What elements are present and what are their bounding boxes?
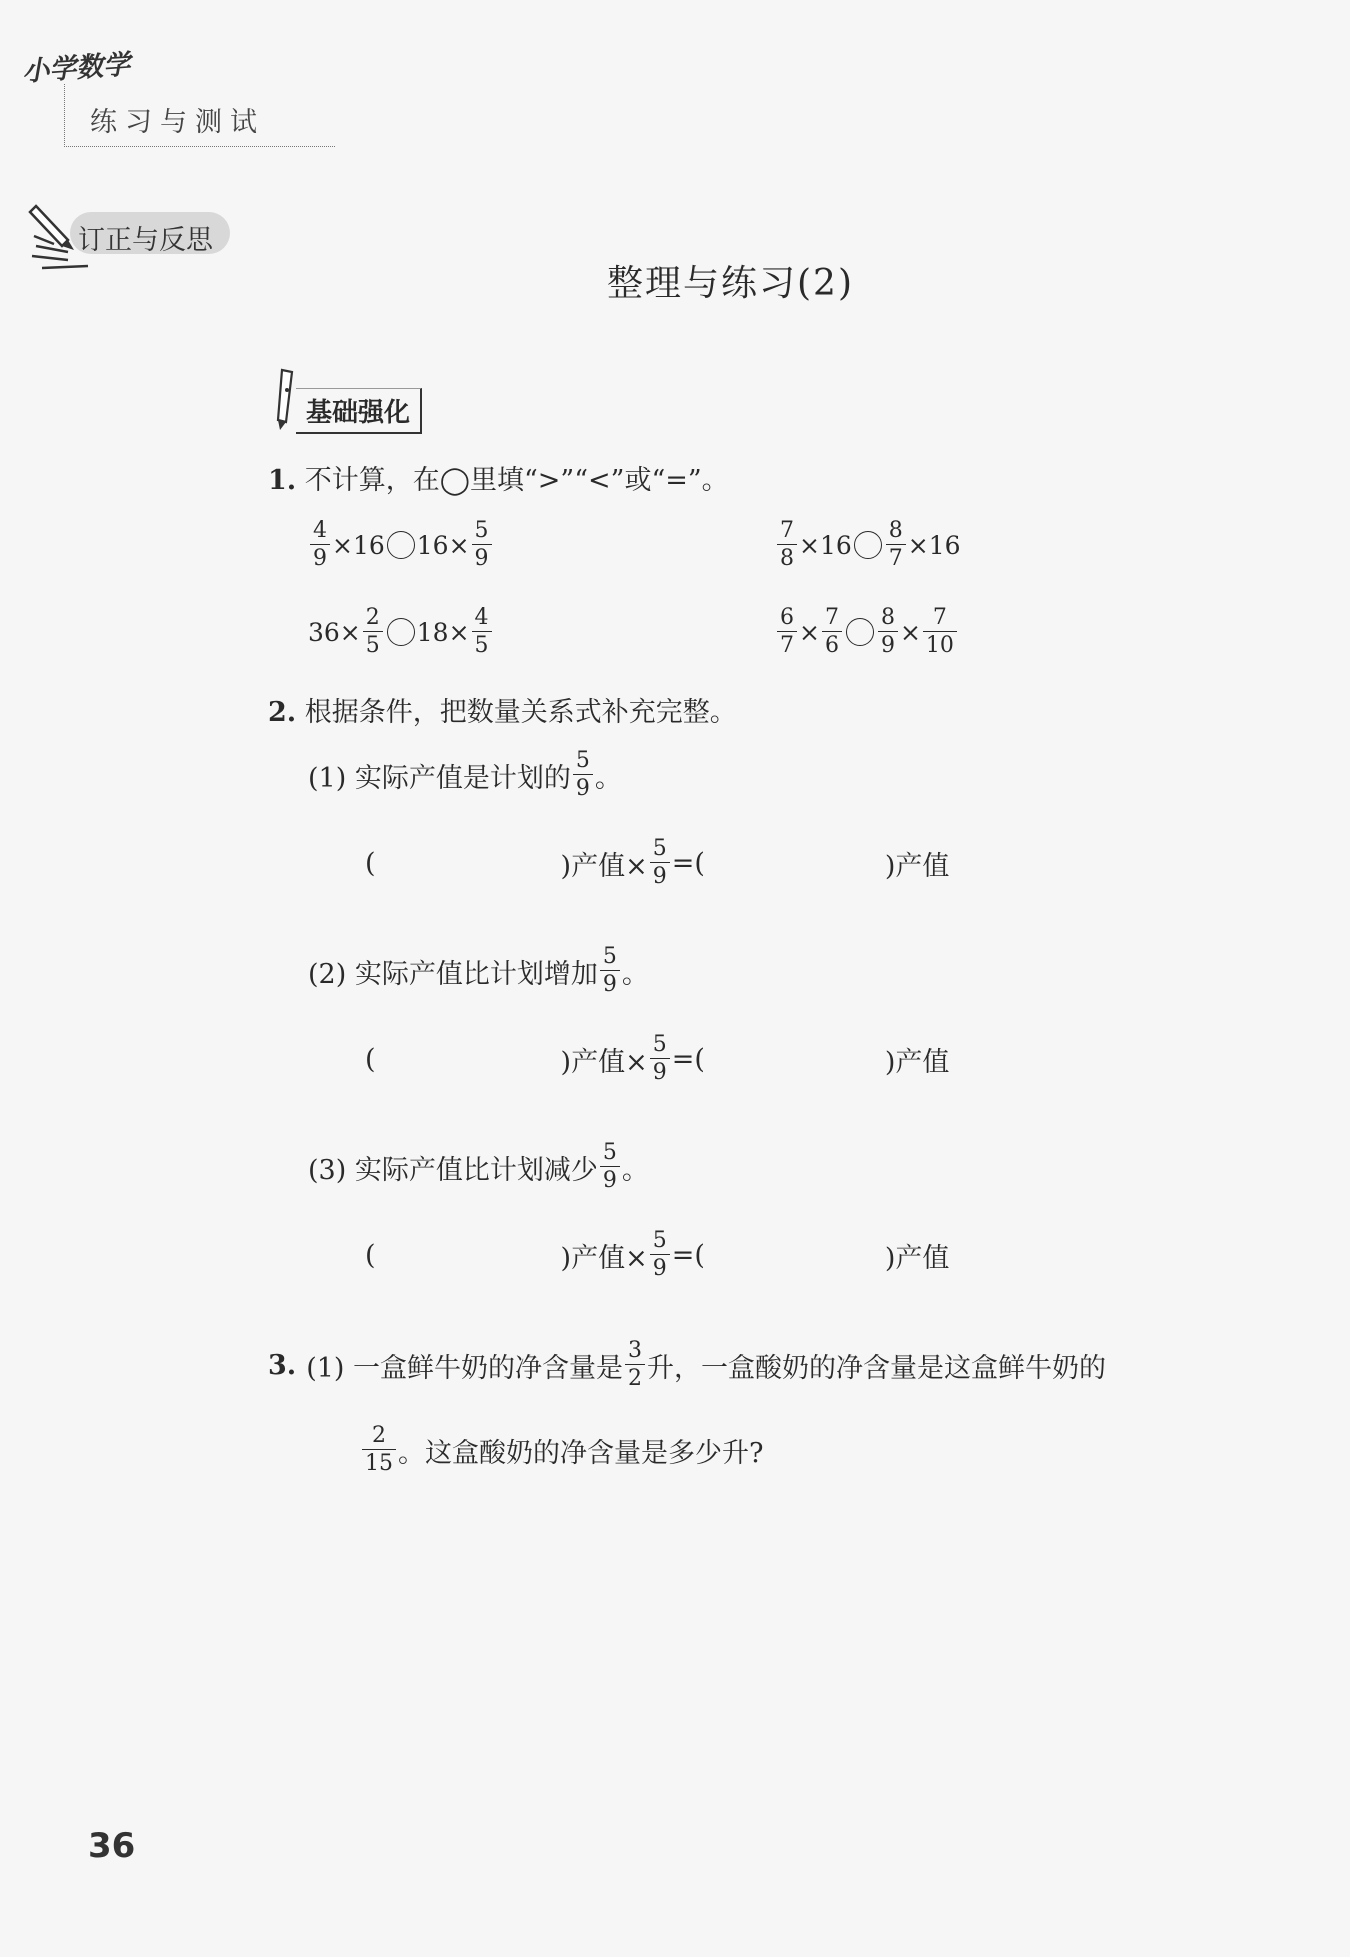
q2-number: 2.: [268, 697, 297, 728]
q1-item-2-mid: ×16: [799, 530, 852, 560]
q2-part-1-label: (1) 实际产值是计划的: [308, 762, 571, 794]
q2-instruction: [268, 690, 737, 729]
q3-text-c: 。这盒酸奶的净含量是多少升?: [398, 1437, 764, 1469]
q1-text: 不计算，在◯里填“>”“<”或“=”。: [304, 465, 729, 496]
q2-text: 根据条件，把数量关系式补充完整。: [304, 697, 737, 728]
margin-label: 订正与反思: [78, 225, 213, 256]
series-subtitle: 练习与测试: [90, 107, 265, 138]
q1-item-4: [775, 607, 959, 657]
q1-item-1-mid2: 16×: [416, 530, 470, 560]
blank-open: (: [365, 847, 376, 879]
q2-part-3-label: (3) 实际产值比计划减少: [308, 1154, 598, 1186]
formula-mid: )产值×: [560, 1242, 648, 1274]
fraction: $\frac{8}{7}$: [886, 520, 906, 570]
answer-circle[interactable]: [387, 531, 415, 559]
q1-item-3: [308, 607, 494, 657]
formula-tail: )产值: [884, 850, 950, 882]
q3-line-2: [360, 1425, 763, 1475]
answer-circle[interactable]: [387, 618, 415, 646]
q2-part-2-end: 。: [621, 958, 649, 990]
q1-item-2: [775, 520, 961, 570]
q1-item-3-pre: 36×: [308, 617, 361, 647]
fraction: $\frac{4}{9}$: [310, 520, 330, 570]
fraction: $\frac{6}{7}$: [777, 607, 797, 657]
series-title: 小学数学: [21, 49, 132, 88]
blank-open: (: [365, 1043, 376, 1075]
fraction: $\frac{5}{9}$: [472, 520, 492, 570]
fraction: $\frac{7}{8}$: [777, 520, 797, 570]
formula-eq: =(: [671, 1239, 705, 1271]
q2-part-3-end: 。: [621, 1154, 649, 1186]
q3-text-b: 升，一盒酸奶的净含量是这盒鲜牛奶的: [647, 1352, 1107, 1384]
q2-part-2-label: (2) 实际产值比计划增加: [308, 958, 598, 990]
q1-item-1-mid: ×16: [332, 530, 385, 560]
fraction: $\frac{2}{15}$: [362, 1425, 396, 1475]
fraction: $\frac{5}{9}$: [600, 946, 620, 996]
formula-mid: )产值×: [560, 850, 648, 882]
q2-formula-1: [365, 838, 949, 888]
formula-tail: )产值: [884, 1046, 950, 1078]
fraction: $\frac{7}{10}$: [923, 607, 957, 657]
q1-number: 1.: [268, 465, 297, 496]
q2-formula-3: [365, 1230, 949, 1280]
formula-mid: )产值×: [560, 1046, 648, 1078]
q1-item-1: [308, 520, 494, 570]
q3-text-a: (1) 一盒鲜牛奶的净含量是: [306, 1352, 624, 1384]
fraction: $\frac{8}{9}$: [878, 607, 898, 657]
q2-part-3: [308, 1142, 649, 1192]
fraction: $\frac{3}{2}$: [625, 1340, 645, 1390]
page-title: 整理与练习(2): [607, 263, 854, 304]
fraction: $\frac{2}{5}$: [363, 607, 383, 657]
fraction: $\frac{5}{9}$: [600, 1142, 620, 1192]
times-sign: ×: [799, 617, 820, 647]
q2-formula-2: [365, 1034, 949, 1084]
fraction: $\frac{4}{5}$: [472, 607, 492, 657]
q3-line-1: [268, 1340, 1106, 1390]
times-sign: ×: [899, 617, 921, 647]
fraction: $\frac{7}{6}$: [822, 607, 842, 657]
q2-part-1-end: 。: [594, 762, 622, 794]
q2-part-2: [308, 946, 649, 996]
fraction: $\frac{5}{9}$: [650, 838, 670, 888]
answer-circle[interactable]: [854, 531, 882, 559]
q2-part-1: [308, 750, 622, 800]
q1-item-2-tail: ×16: [907, 530, 961, 560]
answer-circle[interactable]: [846, 618, 874, 646]
q1-instruction: [268, 458, 729, 497]
formula-eq: =(: [671, 1043, 705, 1075]
page-number: 36: [88, 1826, 136, 1866]
q1-item-3-mid2: 18×: [416, 617, 470, 647]
formula-tail: )产值: [884, 1242, 950, 1274]
formula-eq: =(: [671, 847, 705, 879]
blank-open: (: [365, 1239, 376, 1271]
section-tag: 基础强化: [296, 388, 422, 434]
fraction: $\frac{5}{9}$: [650, 1034, 670, 1084]
fraction: $\frac{5}{9}$: [650, 1230, 670, 1280]
q3-number: 3.: [268, 1349, 297, 1381]
fraction: $\frac{5}{9}$: [573, 750, 593, 800]
